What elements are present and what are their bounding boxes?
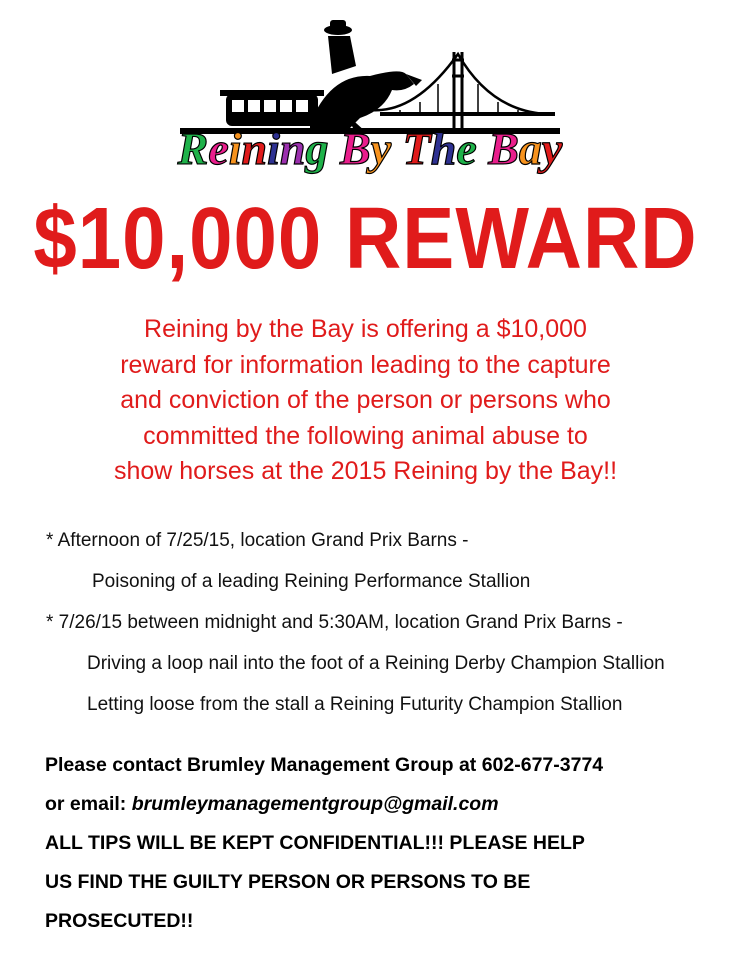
bridge-icon bbox=[370, 52, 555, 132]
intro-paragraph bbox=[40, 312, 691, 490]
logo-letter: y bbox=[370, 123, 392, 174]
logo-letter: n bbox=[241, 123, 268, 174]
incident-item: * 7/26/15 between midnight and 5:30AM, location Grand Prix Barns - bbox=[46, 612, 623, 633]
logo-title bbox=[177, 123, 563, 174]
intro-line: committed the following animal abuse to bbox=[143, 421, 588, 450]
incident-list bbox=[46, 526, 716, 731]
horse-rider-icon bbox=[310, 20, 422, 134]
logo-letter: e bbox=[456, 123, 477, 174]
intro-line: reward for information leading to the capture bbox=[120, 350, 611, 379]
incident-detail: Poisoning of a leading Reining Performance Stallion bbox=[92, 571, 531, 592]
logo-letter: i bbox=[267, 123, 280, 174]
logo-letter: a bbox=[518, 123, 542, 174]
intro-line: show horses at the 2015 Reining by the Bay!! bbox=[113, 457, 618, 485]
contact-phone-line: Please contact Brumley Management Group at 602-677-3774 bbox=[45, 754, 604, 776]
logo-letter: n bbox=[279, 123, 306, 174]
logo-letter: B bbox=[488, 123, 519, 174]
logo-letter bbox=[329, 123, 341, 174]
logo-letter: R bbox=[177, 123, 209, 174]
incident-detail: Driving a loop nail into the foot of a Reining Derby Champion Stallion bbox=[87, 653, 665, 674]
email-link[interactable]: brumleymanagementgroup@gmail.com bbox=[131, 793, 499, 815]
logo-letter bbox=[391, 123, 403, 174]
reining-by-the-bay-logo bbox=[160, 14, 580, 184]
intro-line: Reining by the Bay is offering a $10,000 bbox=[144, 315, 587, 343]
intro-line: and conviction of the person or persons who bbox=[120, 386, 611, 414]
logo-letter: i bbox=[228, 123, 242, 174]
logo-letter: g bbox=[305, 123, 329, 174]
logo-letter: h bbox=[430, 123, 457, 174]
confidential-line: ALL TIPS WILL BE KEPT CONFIDENTIAL!!! PLEASE HELP bbox=[45, 832, 585, 854]
incident-item: * Afternoon of 7/25/15, location Grand Prix Barns - bbox=[46, 530, 469, 551]
contact-section bbox=[45, 746, 725, 941]
email-prefix: or email: bbox=[45, 793, 132, 815]
logo-letter: T bbox=[402, 123, 431, 174]
help-line: US FIND THE GUILTY PERSON OR PERSONS TO BE bbox=[45, 871, 531, 893]
incident-detail: Letting loose from the stall a Reining Futurity Champion Stallion bbox=[87, 694, 623, 715]
contact-email-line bbox=[45, 785, 725, 824]
logo-artwork bbox=[160, 14, 580, 184]
logo-letter: e bbox=[208, 123, 229, 174]
reward-headline: $10,000 REWARD bbox=[33, 188, 698, 287]
logo-letter bbox=[477, 123, 489, 174]
logo-letter: y bbox=[541, 123, 563, 174]
prosecuted-line: PROSECUTED!! bbox=[45, 910, 194, 932]
logo-letter: B bbox=[340, 123, 371, 174]
